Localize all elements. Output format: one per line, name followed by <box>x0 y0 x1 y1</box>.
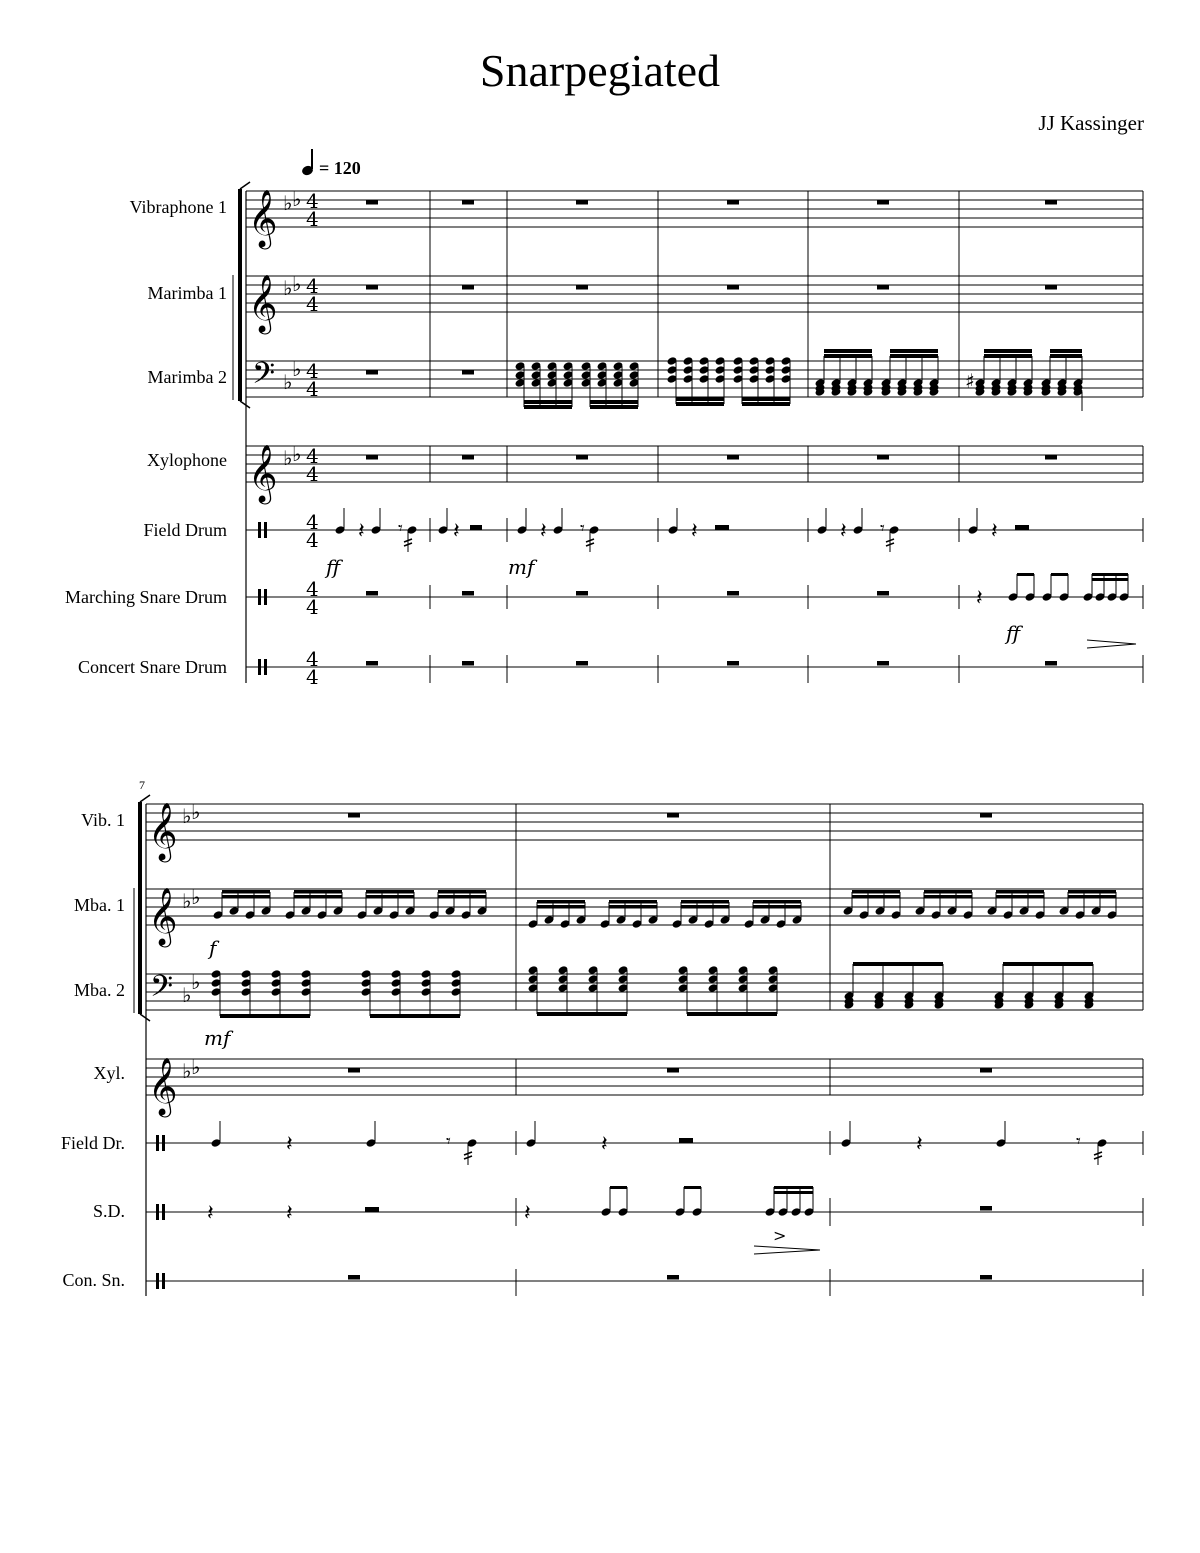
whole-rest <box>727 455 739 460</box>
treble-clef-icon: 𝄞 <box>148 887 178 945</box>
whole-rest <box>727 661 739 666</box>
decrescendo-hairpin <box>754 1246 820 1250</box>
eighth-rest-icon: 𝄾 <box>880 518 885 539</box>
staff-label-marimba-2: Marimba 2 <box>147 367 227 387</box>
note-beam <box>366 890 414 894</box>
staff-label-marching-snare: Marching Snare Drum <box>65 587 227 607</box>
whole-rest <box>877 200 889 205</box>
half-rest <box>470 525 482 530</box>
whole-rest <box>366 455 378 460</box>
note-beam <box>1050 349 1082 353</box>
whole-rest <box>877 455 889 460</box>
quarter-rest-icon: 𝄽 <box>524 1201 531 1226</box>
whole-rest <box>1045 455 1057 460</box>
quarter-rest-icon: 𝄽 <box>840 519 847 544</box>
quarter-rest-icon: 𝄽 <box>601 1132 608 1157</box>
whole-rest <box>980 1206 992 1211</box>
instrument-bracket <box>238 189 242 401</box>
note-beam <box>222 895 270 899</box>
quarter-rest-icon: 𝄽 <box>976 586 983 611</box>
quarter-rest-icon: 𝄽 <box>691 519 698 544</box>
staff-label-field-drum: Field Drum <box>143 520 227 540</box>
eighth-rest-icon: 𝄾 <box>580 518 585 539</box>
note-beam <box>996 895 1044 899</box>
whole-rest <box>877 591 889 596</box>
time-signature-top: 4 <box>306 444 319 468</box>
note-beam <box>684 1186 701 1189</box>
whole-rest <box>366 661 378 666</box>
whole-rest <box>667 1275 679 1280</box>
measure-number: 7 <box>139 778 145 792</box>
note-beam <box>681 900 729 904</box>
note-beam <box>220 1014 310 1018</box>
treble-clef-icon: 𝄞 <box>248 274 278 332</box>
whole-rest <box>980 1275 992 1280</box>
whole-rest <box>576 200 588 205</box>
decrescendo-hairpin <box>1087 640 1136 644</box>
whole-rest <box>462 591 474 596</box>
percussion-clef-icon <box>264 522 267 538</box>
flat-icon: ♭ <box>292 272 302 296</box>
treble-clef-icon: 𝄞 <box>148 1057 178 1115</box>
note-beam <box>1068 890 1116 894</box>
note-beam <box>1051 573 1068 576</box>
time-signature-bottom: 4 <box>306 665 319 689</box>
dynamic-marking: ff <box>1006 621 1021 645</box>
staff-label-mba-1: Mba. 1 <box>74 895 125 915</box>
staff-label-mba-2: Mba. 2 <box>74 980 125 1000</box>
dynamic-marking: f <box>209 936 217 960</box>
dynamic-marking: mf <box>204 1026 231 1050</box>
staff-label-xyl: Xyl. <box>93 1063 125 1083</box>
whole-rest <box>667 1068 679 1073</box>
note-beam <box>774 1191 813 1194</box>
time-signature-bottom: 4 <box>306 377 319 401</box>
note-beam <box>996 890 1044 894</box>
note-beam <box>1092 578 1128 581</box>
quarter-rest-icon: 𝄽 <box>286 1132 293 1157</box>
percussion-clef-icon <box>264 589 267 605</box>
percussion-clef-icon <box>156 1135 159 1151</box>
note-beam <box>890 349 938 353</box>
eighth-rest-icon: 𝄾 <box>398 518 403 539</box>
whole-rest <box>348 813 360 818</box>
whole-rest <box>1045 661 1057 666</box>
note-beam <box>537 905 585 909</box>
quarter-rest-icon: 𝄽 <box>207 1201 214 1226</box>
note-beam <box>438 890 486 894</box>
time-signature-bottom: 4 <box>306 207 319 231</box>
note-beam <box>1068 895 1116 899</box>
dynamic-marking: ff <box>326 555 341 579</box>
note-beam <box>681 905 729 909</box>
flat-icon: ♭ <box>182 983 192 1007</box>
time-signature-top: 4 <box>306 577 319 601</box>
note-beam <box>366 895 414 899</box>
eighth-rest-icon: 𝄾 <box>1076 1131 1081 1152</box>
eighth-rest-icon: 𝄾 <box>446 1131 451 1152</box>
whole-rest <box>877 661 889 666</box>
flat-icon: ♭ <box>191 800 201 824</box>
note-beam <box>1003 962 1093 966</box>
staff-label-concert-snare: Concert Snare Drum <box>78 657 227 677</box>
note-beam <box>438 895 486 899</box>
flat-icon: ♭ <box>283 276 293 300</box>
bracket-hook <box>240 182 250 189</box>
whole-rest <box>727 591 739 596</box>
percussion-clef-icon <box>162 1273 165 1289</box>
staff-label-vib-1: Vib. 1 <box>81 810 125 830</box>
flat-icon: ♭ <box>283 191 293 215</box>
note-beam <box>984 354 1032 358</box>
flat-icon: ♭ <box>191 885 201 909</box>
note-beam <box>1092 573 1128 576</box>
whole-rest <box>576 455 588 460</box>
whole-rest <box>462 455 474 460</box>
time-signature-top: 4 <box>306 510 319 534</box>
note-beam <box>294 895 342 899</box>
flat-icon: ♭ <box>283 370 293 394</box>
time-signature-top: 4 <box>306 359 319 383</box>
note-beam <box>852 890 900 894</box>
time-signature-top: 4 <box>306 647 319 671</box>
flat-icon: ♭ <box>191 970 201 994</box>
note-beam <box>609 900 657 904</box>
percussion-clef-icon <box>264 659 267 675</box>
note-beam <box>524 400 572 404</box>
percussion-clef-icon <box>162 1204 165 1220</box>
whole-rest <box>348 1275 360 1280</box>
treble-clef-icon: 𝄞 <box>248 189 278 247</box>
note-beam <box>924 895 972 899</box>
whole-rest <box>366 285 378 290</box>
note-beam <box>742 397 790 401</box>
quarter-rest-icon: 𝄽 <box>453 519 460 544</box>
accent-mark: > <box>773 1226 787 1245</box>
flat-icon: ♭ <box>182 889 192 913</box>
quarter-rest-icon: 𝄽 <box>286 1201 293 1226</box>
sharp-icon: ♯ <box>965 369 975 393</box>
note-beam <box>294 890 342 894</box>
bracket-hook <box>240 401 250 408</box>
percussion-clef-icon <box>162 1135 165 1151</box>
staff-label-vibraphone: Vibraphone 1 <box>129 197 227 217</box>
note-beam <box>537 1012 627 1016</box>
staff-label-field-dr: Field Dr. <box>60 1133 125 1153</box>
note-beam <box>370 1014 460 1018</box>
note-beam <box>853 962 943 966</box>
composer-name: JJ Kassinger <box>1038 111 1144 135</box>
bass-clef-icon: 𝄢 <box>150 970 174 1011</box>
note-beam <box>609 905 657 909</box>
whole-rest <box>980 813 992 818</box>
whole-rest <box>366 200 378 205</box>
whole-rest <box>667 813 679 818</box>
note-beam <box>590 400 638 404</box>
whole-rest <box>727 200 739 205</box>
dynamic-marking: mf <box>508 555 535 579</box>
percussion-clef-icon <box>258 522 261 538</box>
note-beam <box>753 900 801 904</box>
instrument-bracket <box>138 802 142 1014</box>
staff-label-xylophone: Xylophone <box>147 450 227 470</box>
flat-icon: ♭ <box>292 357 302 381</box>
percussion-clef-icon <box>156 1204 159 1220</box>
quarter-rest-icon: 𝄽 <box>916 1132 923 1157</box>
whole-rest <box>727 285 739 290</box>
half-rest <box>365 1207 379 1212</box>
quarter-rest-icon: 𝄽 <box>358 519 365 544</box>
note-beam <box>687 1012 777 1016</box>
flat-icon: ♭ <box>292 442 302 466</box>
flat-icon: ♭ <box>283 446 293 470</box>
whole-rest <box>366 591 378 596</box>
note-beam <box>984 349 1032 353</box>
bass-clef-icon: 𝄢 <box>252 357 276 398</box>
whole-rest <box>462 370 474 375</box>
whole-rest <box>877 285 889 290</box>
quarter-rest-icon: 𝄽 <box>540 519 547 544</box>
time-signature-bottom: 4 <box>306 528 319 552</box>
note-beam <box>524 405 572 409</box>
quarter-rest-icon: 𝄽 <box>991 519 998 544</box>
flat-icon: ♭ <box>292 187 302 211</box>
flat-icon: ♭ <box>182 1059 192 1083</box>
decrescendo-hairpin <box>754 1250 820 1254</box>
note-beam <box>1017 573 1034 576</box>
whole-rest <box>980 1068 992 1073</box>
treble-clef-icon: 𝄞 <box>248 444 278 502</box>
time-signature-bottom: 4 <box>306 462 319 486</box>
note-beam <box>924 890 972 894</box>
half-rest <box>715 525 729 530</box>
whole-rest <box>462 285 474 290</box>
flat-icon: ♭ <box>182 804 192 828</box>
whole-rest <box>576 661 588 666</box>
time-signature-bottom: 4 <box>306 595 319 619</box>
percussion-clef-icon <box>258 659 261 675</box>
time-signature-bottom: 4 <box>306 292 319 316</box>
note-beam <box>852 895 900 899</box>
whole-rest <box>462 661 474 666</box>
note-beam <box>753 905 801 909</box>
bracket-hook <box>140 795 150 802</box>
note-beam <box>590 405 638 409</box>
whole-rest <box>366 370 378 375</box>
score-title: Snarpegiated <box>479 45 721 96</box>
tempo-value: = 120 <box>319 158 361 178</box>
note-beam <box>1050 354 1082 358</box>
staff-label-con-sn: Con. Sn. <box>62 1270 125 1290</box>
note-beam <box>742 402 790 406</box>
note-beam <box>222 890 270 894</box>
whole-rest <box>462 200 474 205</box>
whole-rest <box>576 285 588 290</box>
note-beam <box>676 402 724 406</box>
note-beam <box>676 397 724 401</box>
percussion-clef-icon <box>258 589 261 605</box>
decrescendo-hairpin <box>1087 644 1136 648</box>
flat-icon: ♭ <box>191 1055 201 1079</box>
staff-label-sd: S.D. <box>92 1201 125 1221</box>
note-beam <box>824 354 872 358</box>
whole-rest <box>348 1068 360 1073</box>
time-signature-top: 4 <box>306 274 319 298</box>
percussion-clef-icon <box>156 1273 159 1289</box>
note-beam <box>774 1186 813 1189</box>
note-beam <box>824 349 872 353</box>
note-beam <box>610 1186 627 1189</box>
whole-rest <box>1045 285 1057 290</box>
time-signature-top: 4 <box>306 189 319 213</box>
whole-rest <box>576 591 588 596</box>
staff-label-marimba-1: Marimba 1 <box>147 283 227 303</box>
whole-rest <box>1045 200 1057 205</box>
note-beam <box>890 354 938 358</box>
bracket-hook <box>140 1014 150 1021</box>
note-beam <box>537 900 585 904</box>
half-rest <box>679 1138 693 1143</box>
treble-clef-icon: 𝄞 <box>148 802 178 860</box>
half-rest <box>1015 525 1029 530</box>
